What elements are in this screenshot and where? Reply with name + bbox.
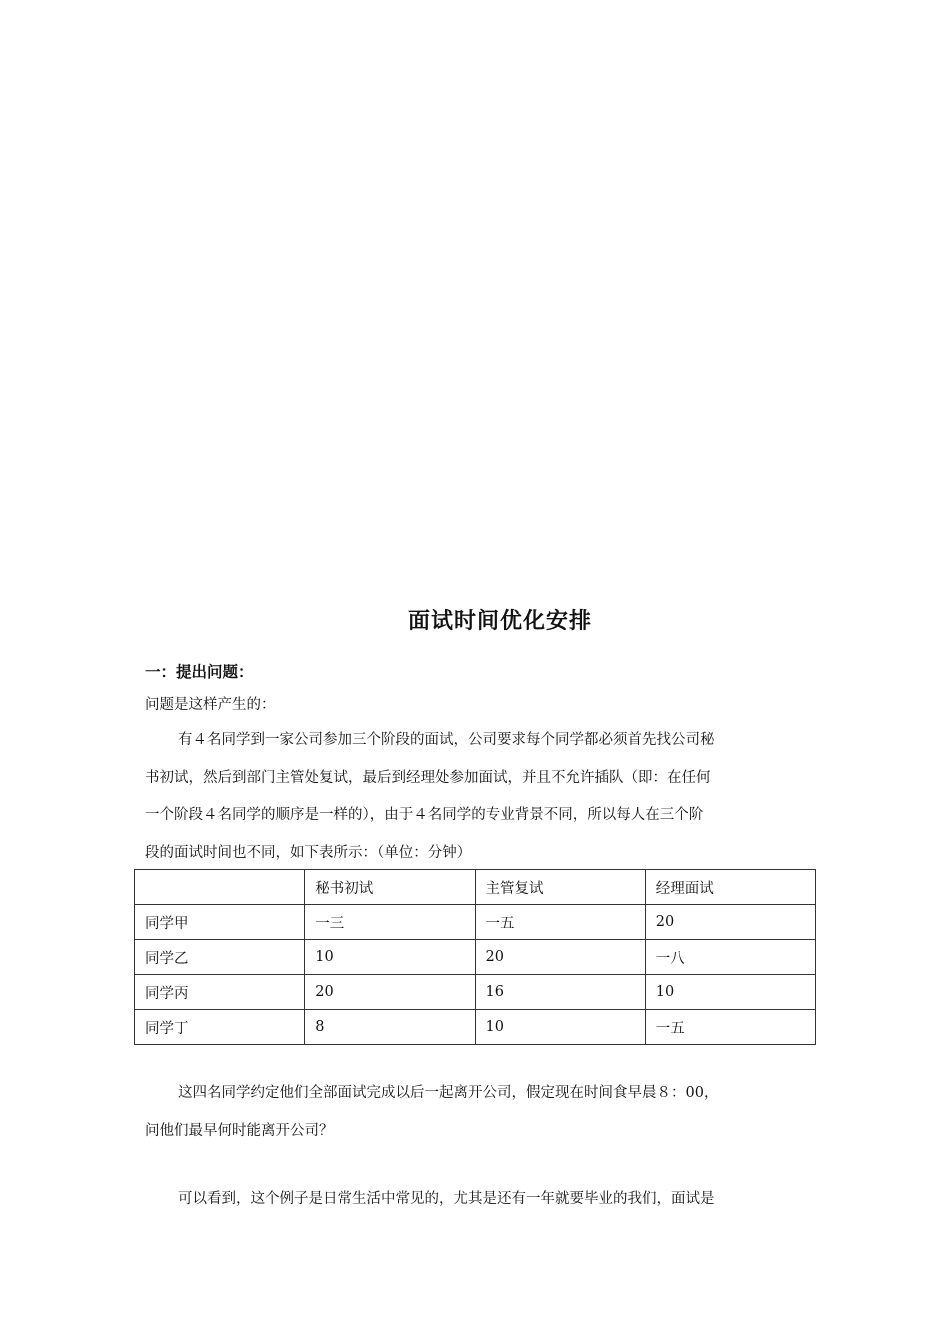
table-row	[135, 905, 816, 940]
table-cell: 一八	[645, 940, 815, 975]
paragraph-line: 问他们最早何时能离开公司？	[145, 1122, 334, 1139]
table-header-cell	[135, 870, 305, 905]
table-cell: 20	[475, 940, 645, 975]
table-cell: 16	[475, 975, 645, 1010]
table-row	[135, 940, 816, 975]
table-cell: 一三	[305, 905, 475, 940]
interview-time-table	[134, 869, 816, 1045]
table-cell: 10	[475, 1010, 645, 1045]
table-cell: 同学甲	[135, 905, 305, 940]
table-row	[135, 1010, 816, 1045]
table-cell: 同学丁	[135, 1010, 305, 1045]
section-heading: 一：提出问题：	[145, 663, 254, 681]
table-cell: 一五	[475, 905, 645, 940]
table-header-row	[135, 870, 816, 905]
table-cell: 20	[645, 905, 815, 940]
table-cell: 同学乙	[135, 940, 305, 975]
document-title: 面试时间优化安排	[407, 609, 592, 634]
table-row	[135, 975, 816, 1010]
table-cell: 同学丙	[135, 975, 305, 1010]
table-cell: 10	[645, 975, 815, 1010]
table-cell: 8	[305, 1010, 475, 1045]
problem-paragraph	[145, 722, 810, 872]
paragraph-line: 书初试，然后到部门主管处复试，最后到经理处参加面试，并且不允许插队（即：在任何	[145, 769, 711, 786]
paragraph-line: 可以看到，这个例子是日常生活中常见的，尤其是还有一年就要毕业的我们，面试是	[178, 1191, 715, 1207]
table-cell: 10	[305, 940, 475, 975]
table-cell: 一五	[645, 1010, 815, 1045]
table-header-cell: 经理面试	[645, 870, 815, 905]
paragraph-line: 有４名同学到一家公司参加三个阶段的面试，公司要求每个同学都必须首先找公司秘	[178, 732, 715, 748]
paragraph-line: 一个阶段４名同学的顺序是一样的），由于４名同学的专业背景不同，所以每人在三个阶	[145, 807, 704, 823]
paragraph-line: 这四名同学约定他们全部面试完成以后一起离开公司，假定现在时间食早晨８：00，	[178, 1085, 719, 1101]
table-header-cell: 秘书初试	[305, 870, 475, 905]
discussion-paragraph	[145, 1181, 810, 1219]
question-paragraph	[145, 1075, 810, 1150]
table-header-cell: 主管复试	[475, 870, 645, 905]
intro-line: 问题是这样产生的：	[145, 697, 276, 713]
paragraph-line: 段的面试时间也不同，如下表所示：（单位：分钟）	[145, 844, 472, 861]
table-cell: 20	[305, 975, 475, 1010]
